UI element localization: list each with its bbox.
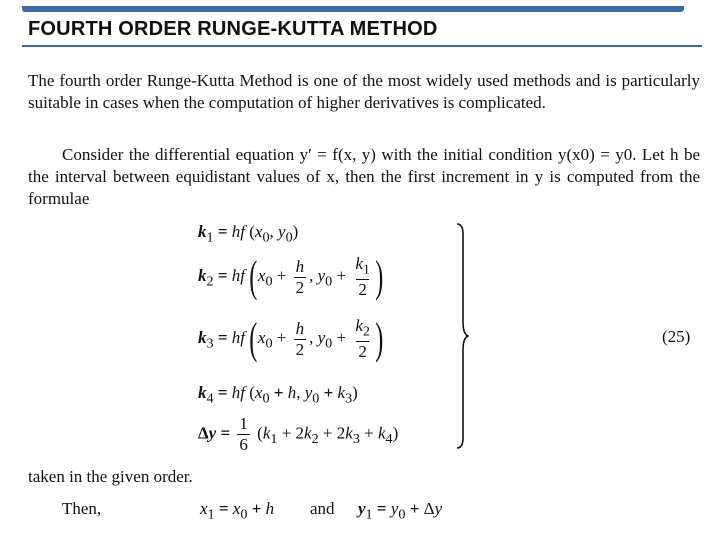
- equation-delta-y: Δy = $\frac{1}{6}$ $(k_1 + 2k_2 + 2k_3 + k_4)$: [198, 414, 399, 454]
- page-title: FOURTH ORDER RUNGE-KUTTA METHOD: [28, 18, 438, 40]
- x1-formula: $x_1 = x_0 + h$: [200, 499, 275, 523]
- y1-formula: $y_1 = y_0 + \Delta y$: [358, 499, 443, 523]
- then-label: Then,: [62, 499, 102, 518]
- intro-paragraph: The fourth order Runge-Kutta Method is one of the most widely used methods and is particularly suitable in cases when the computation of higher derivatives is complicated.: [28, 71, 700, 112]
- equation-number: (25): [662, 327, 691, 346]
- setup-paragraph: Consider the differential equation y′ = f(x, y) with the initial condition y(x0) = y0. Let h be the interval between equidistant values of x, then the first increment in y is computed from the formulae: [28, 145, 700, 208]
- right-brace: [455, 222, 469, 450]
- equation-k2: $k_2$ = hf ($x_0$ + $\frac{h}{2}$ , $y_0$ + $\frac{k_1}{2}$ ): [198, 252, 384, 302]
- and-word: and: [310, 499, 335, 518]
- top-accent-bar: [22, 6, 684, 12]
- order-note: taken in the given order.: [28, 467, 193, 486]
- equation-k3: $k_3$ = hf ($x_0$ + $\frac{h}{2}$ , $y_0$ + $\frac{k_2}{2}$ ): [198, 314, 384, 364]
- equation-k4: $k_4$ = hf ($x_0 + h$, $y_0 + k_3$): [198, 383, 358, 407]
- equation-k1: $k_1$ = hf ($x_0$, $y_0$): [198, 222, 299, 246]
- title-underline: [22, 45, 702, 47]
